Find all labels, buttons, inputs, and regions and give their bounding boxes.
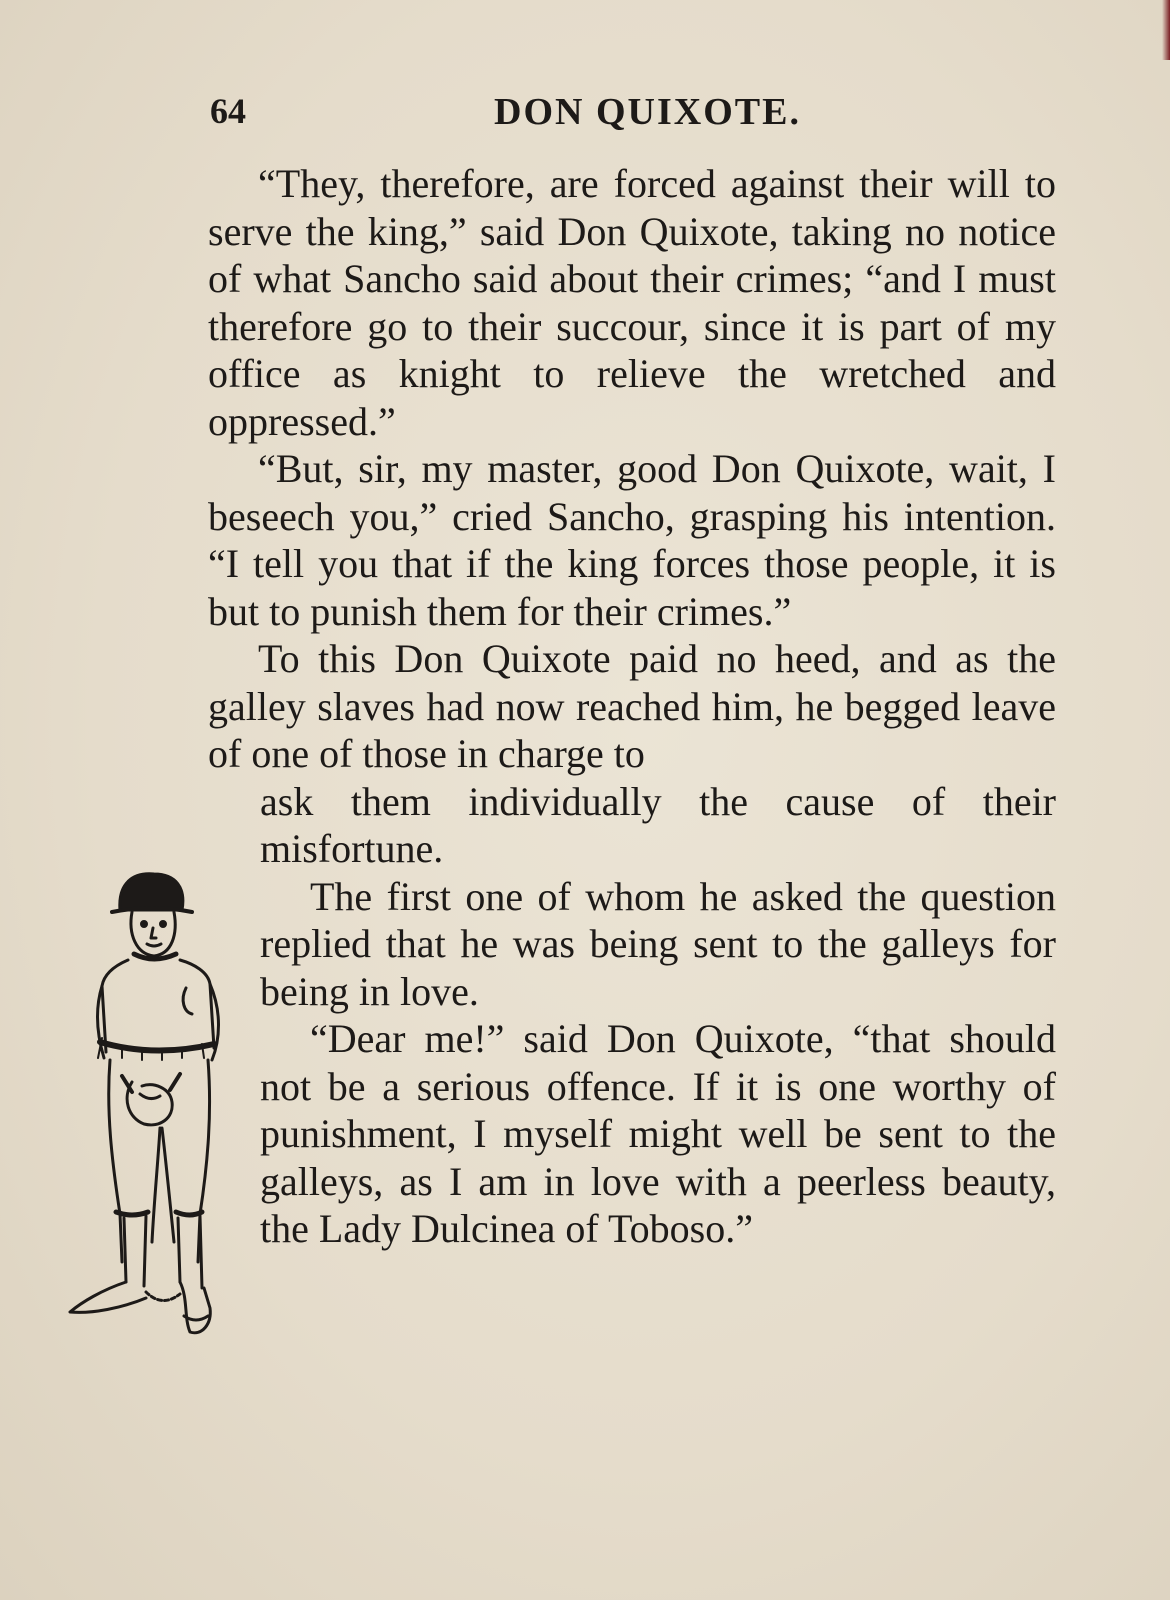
page-number: 64	[210, 91, 246, 131]
running-head	[210, 82, 1055, 142]
paragraph: “Dear me!” said Don Quixote, “that should not be a serious offence. If it is one worthy of punishment, I myself might well be sent to the galleys, as I am in love with a peerless beauty, the Lady Dulcinea of Toboso.”	[260, 1016, 1056, 1251]
paragraph: “But, sir, my master, good Don Quixote, wait, I beseech you,” cried Sancho, grasping his intention. “I tell you that if the king forces those people, it is but to punish them for their crimes.”	[208, 446, 1056, 634]
paragraph: To this Don Quixote paid no heed, and as the galley slaves had now reached him, he begged leave of one of those in charge to	[208, 636, 1056, 776]
paragraph: “They, therefore, are forced against their will to serve the king,” said Don Quixote, taking no notice of what Sancho said about their crimes; “and I must therefore go to their succour, since it is part of my office as knight to relieve the wretched and oppressed.”	[208, 161, 1056, 444]
paragraph: ask them individually the cause of their misfortune.	[260, 778, 1056, 871]
body-text	[208, 160, 1056, 1253]
page-edge	[1162, 0, 1170, 60]
paragraph: The first one of whom he asked the question replied that he was being sent to the galleys for being in love.	[260, 873, 1056, 1014]
galley-slave-figure-icon	[62, 862, 242, 1382]
book-title: DON QUIXOTE.	[494, 91, 801, 133]
